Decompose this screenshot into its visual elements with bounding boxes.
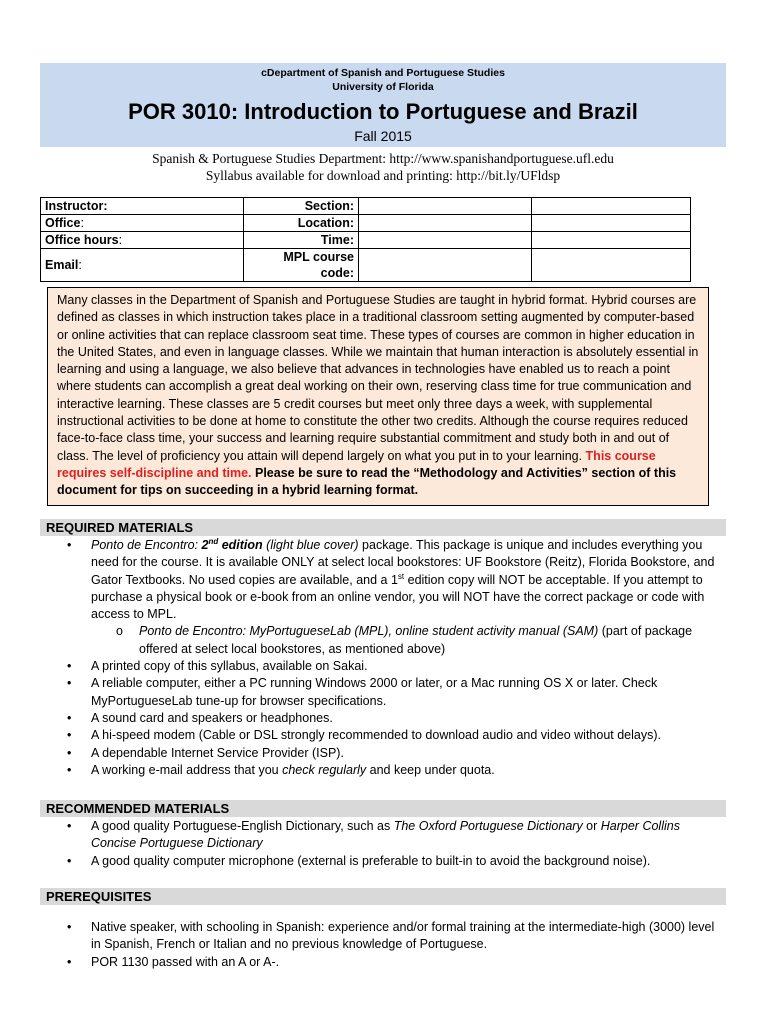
- recommended-materials-list: [40, 818, 726, 870]
- prerequisites-list: [40, 919, 726, 971]
- edition-suffix: nd: [208, 536, 219, 546]
- email-text-b: and keep under quota.: [366, 762, 495, 777]
- time-value: [359, 232, 532, 249]
- collins-dictionary: Harper Collins Concise Portuguese Dictionary: [91, 819, 680, 851]
- list-item: • A hi-speed modem (Cable or DSL strongly recommended to download audio and video without delays).: [40, 727, 726, 744]
- recommended-materials-heading: RECOMMENDED MATERIALS: [40, 800, 726, 817]
- email-label: [41, 249, 244, 282]
- edition-number: 2: [201, 538, 209, 552]
- textbook-edition: [202, 538, 263, 552]
- department-name: [40, 66, 726, 94]
- required-materials-list: [40, 537, 726, 779]
- links-block: [40, 150, 726, 184]
- hybrid-course-notice: [47, 287, 709, 506]
- textbook-text-a: package. This package is unique and includes everything you need for the course. It is available ONLY at select local bookstores: UF Bookstore (Reitz), Florida Bookstore, and Gator Textbooks. No used copies are available, and a 1: [91, 538, 715, 587]
- sub-list-item: [40, 623, 726, 658]
- prerequisites-heading: PREREQUISITES: [40, 888, 726, 905]
- list-item: • A printed copy of this syllabus, available on Sakai.: [40, 658, 726, 675]
- list-item: • POR 1130 passed with an A or A-.: [40, 954, 726, 971]
- office-label-text: Office: [45, 216, 81, 230]
- course-term: Fall 2015: [354, 128, 412, 144]
- notice-bold: Please be sure to read the “Methodology and Activities” section of this document for tips on succeeding in a hybrid learning format.: [57, 465, 677, 498]
- mpl-title: Ponto de Encontro: MyPortugueseLab (MPL), online student activity manual (SAM): [139, 624, 599, 639]
- list-item: • Native speaker, with schooling in Spanish: experience and/or formal training at the intermediate-high (3000) level in Spanish, French or Italian and no previous knowledge of Portuguese.: [40, 919, 726, 954]
- oxford-dictionary: The Oxford Portuguese Dictionary: [393, 819, 583, 833]
- list-item: [40, 818, 726, 853]
- university-line: University of Florida: [332, 81, 434, 93]
- email-italic: check regularly: [282, 762, 367, 777]
- course-info-table: [40, 197, 691, 282]
- mpl-code-label: MPL course code:: [244, 249, 359, 282]
- department-line: cDepartment of Spanish and Portuguese Studies: [261, 67, 505, 79]
- extra-value: [532, 198, 691, 215]
- mpl-code-value: [359, 249, 532, 282]
- office-hours-label-text: Office hours: [45, 233, 119, 247]
- notice-warning: This course requires self-discipline and time.: [57, 448, 656, 480]
- textbook-text-b: edition copy will NOT be acceptable. If you attempt to purchase a physical book or e-book from an online vendor, you will NOT have the correct package or code with access to MPL.: [91, 572, 705, 622]
- list-item: • A good quality computer microphone (external is preferable to built-in to avoid the background noise).: [40, 853, 726, 870]
- mpl-text: (part of package offered at select local bookstores, as mentioned above): [139, 624, 693, 656]
- extra-value: [532, 232, 691, 249]
- office-colon: :: [80, 216, 84, 230]
- extra-value: [532, 249, 691, 282]
- section-value: [359, 198, 532, 215]
- email-label-text: Email: [45, 258, 79, 272]
- edition-word: edition: [218, 538, 263, 552]
- course-title: POR 3010: Introduction to Portuguese and Brazil: [128, 99, 638, 124]
- dictionary-text: A good quality Portuguese-English Dictionary, such as: [91, 819, 394, 833]
- list-item: • A reliable computer, either a PC running Windows 2000 or later, or a Mac running OS X or later. Check MyPortugueseLab tune-up for browser specifications.: [40, 675, 726, 710]
- list-item: [40, 762, 726, 779]
- required-materials-heading: REQUIRED MATERIALS: [40, 519, 726, 536]
- instructor-label: Instructor:: [41, 198, 244, 215]
- list-item: [40, 537, 726, 623]
- notice-body: Many classes in the Department of Spanish and Portuguese Studies are taught in hybrid format. Hybrid courses are defined as classes in which instruction takes place in a traditional classroom setting augmented by computer-based or online activities that can replace classroom seat time. These types of courses are common in higher education in the United States, and even in language classes. While we maintain that human interaction is absolutely essential in learning and using a language, we also believe that advances in technologies have enabled us to reach a point where students can accomplish a great deal working on their own, reserving class time for true communication and interactive learning. These classes are 5 credit courses but meet only three days a week, with supplemental instructional activities to be done at home to constitute the other two credits. Although the course requires reduced face-to-face class time, your success and learning require substantial commitment and study both in and out of class. The level of proficiency you attain will depend largely on what you put in to your learning.: [57, 293, 699, 463]
- list-item: • A dependable Internet Service Provider (ISP).: [40, 745, 726, 762]
- section-label: Section:: [244, 198, 359, 215]
- textbook-cover: (light blue cover): [262, 538, 359, 552]
- location-value: [359, 215, 532, 232]
- office-hours-colon: :: [118, 233, 123, 247]
- syllabus-link-line[interactable]: Syllabus available for download and printing: http://bit.ly/UFldsp: [205, 168, 561, 183]
- office-label: [41, 215, 244, 232]
- first-edition-suffix: st: [397, 571, 405, 581]
- document-header: [40, 63, 726, 147]
- textbook-title: Ponto de Encontro:: [91, 538, 202, 552]
- office-hours-label: [41, 232, 244, 249]
- list-item: • A sound card and speakers or headphones.: [40, 710, 726, 727]
- time-label: Time:: [244, 232, 359, 249]
- dictionary-or: or: [582, 819, 601, 833]
- extra-value: [532, 215, 691, 232]
- email-colon: :: [78, 258, 82, 272]
- location-label: Location:: [244, 215, 359, 232]
- email-text-a: A working e-mail address that you: [91, 762, 283, 777]
- department-link-line[interactable]: Spanish & Portuguese Studies Department: http://www.spanishandportuguese.ufl.edu: [152, 151, 614, 166]
